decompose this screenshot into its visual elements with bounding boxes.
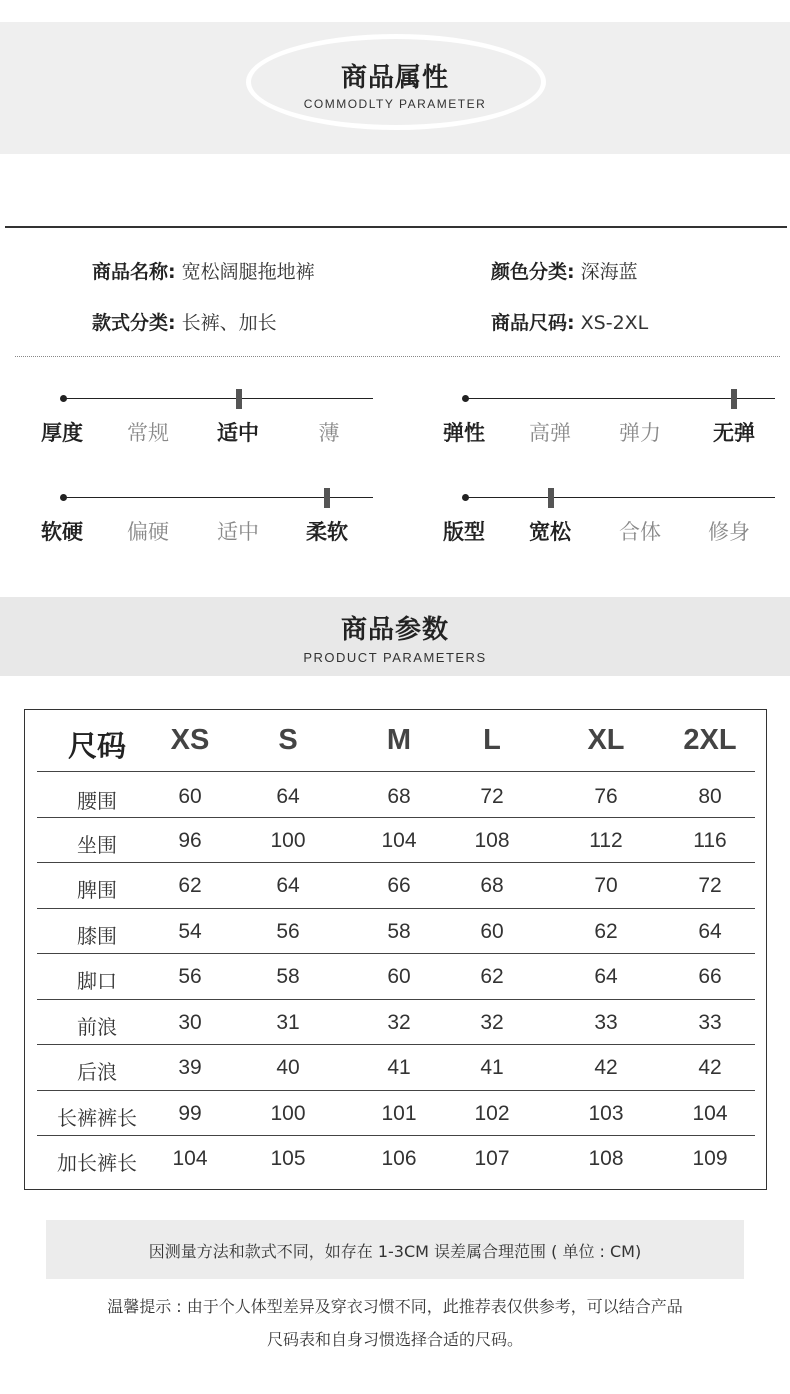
table-cell: 54 <box>178 920 202 943</box>
table-cell: 70 <box>594 874 618 897</box>
product-name-label: 商品名称: <box>92 261 176 283</box>
scale-category-label: 厚度 <box>41 421 83 445</box>
table-header-cell: XS <box>170 724 210 756</box>
table-cell: 100 <box>270 829 306 852</box>
scale-option: 高弹 <box>529 421 571 445</box>
table-cell: 72 <box>698 874 722 897</box>
measurement-note: 因测量方法和款式不同，如存在 1-3CM 误差属合理范围 ( 单位 : CM) <box>148 1242 642 1261</box>
product-size-value: XS-2XL <box>574 312 649 334</box>
scale-option: 薄 <box>318 421 340 445</box>
scale-option-selected: 宽松 <box>529 520 571 544</box>
table-header-row <box>37 724 755 772</box>
table-cell: 64 <box>594 965 618 988</box>
scale-elasticity <box>442 389 782 449</box>
table-cell: 107 <box>474 1147 510 1170</box>
scale-marker <box>324 488 330 508</box>
attributes-title: 商品属性 <box>340 63 449 93</box>
table-cell-label: 腰围 <box>77 789 117 813</box>
scale-option: 常规 <box>127 421 169 445</box>
table-cell-label: 前浪 <box>77 1015 117 1039</box>
table-cell: 112 <box>589 829 623 852</box>
table-cell: 60 <box>387 965 411 988</box>
table-cell-label: 加长裤长 <box>57 1151 137 1175</box>
table-header-cell: S <box>278 724 298 756</box>
scale-fit <box>442 488 782 548</box>
color-category-value: 深海蓝 <box>574 261 638 283</box>
table-cell: 60 <box>178 785 202 808</box>
table-cell: 33 <box>594 1011 618 1034</box>
dotted-divider <box>15 356 780 357</box>
scale-category-label: 弹性 <box>443 421 485 445</box>
table-header-cell: 尺码 <box>67 731 126 763</box>
measurement-note-box <box>46 1220 744 1279</box>
table-row <box>37 1000 755 1045</box>
table-cell: 41 <box>387 1056 411 1079</box>
table-cell: 32 <box>387 1011 411 1034</box>
table-cell: 58 <box>387 920 411 943</box>
table-cell: 108 <box>588 1147 624 1170</box>
table-row <box>37 1136 755 1182</box>
table-header-cell: L <box>483 724 501 756</box>
table-row <box>37 818 755 863</box>
table-row <box>37 863 755 909</box>
scale-marker <box>548 488 554 508</box>
table-cell: 72 <box>480 785 504 808</box>
table-header-cell: M <box>386 724 412 756</box>
table-cell: 68 <box>480 874 504 897</box>
table-cell: 60 <box>480 920 504 943</box>
table-cell-label: 膝围 <box>77 924 117 948</box>
table-cell: 102 <box>474 1102 510 1125</box>
scale-line <box>465 497 775 498</box>
scale-start-dot <box>462 494 469 501</box>
table-row <box>37 954 755 1000</box>
table-cell: 96 <box>178 829 202 852</box>
table-cell: 58 <box>276 965 300 988</box>
table-cell: 42 <box>594 1056 618 1079</box>
table-row <box>37 772 755 818</box>
tip-line-1: 温馨提示 : 由于个人体型差异及穿衣习惯不同，此推荐表仅供参考，可以结合产品 <box>107 1297 683 1316</box>
table-cell: 76 <box>594 785 618 808</box>
table-cell: 32 <box>480 1011 504 1034</box>
table-cell: 105 <box>270 1147 306 1170</box>
table-cell-label: 脚口 <box>77 969 117 993</box>
scale-start-dot <box>60 494 67 501</box>
table-cell: 103 <box>588 1102 624 1125</box>
tip-line-2: 尺码表和自身习惯选择合适的尺码。 <box>266 1330 523 1349</box>
table-cell: 108 <box>474 829 510 852</box>
table-header-cell: 2XL <box>683 724 737 756</box>
scale-marker <box>731 389 737 409</box>
table-header-cell: XL <box>587 724 625 756</box>
scale-line <box>63 398 373 399</box>
table-cell: 56 <box>276 920 300 943</box>
parameters-subtitle: PRODUCT PARAMETERS <box>303 650 487 665</box>
table-cell: 30 <box>178 1011 202 1034</box>
table-row <box>37 1091 755 1136</box>
scale-thickness <box>40 389 380 449</box>
table-cell: 62 <box>178 874 202 897</box>
table-cell: 64 <box>698 920 722 943</box>
scale-option-selected: 柔软 <box>306 520 348 544</box>
table-cell: 62 <box>480 965 504 988</box>
scale-category-label: 版型 <box>443 520 485 544</box>
scale-option-selected: 适中 <box>217 421 259 445</box>
table-cell: 100 <box>270 1102 306 1125</box>
scale-option: 修身 <box>708 520 750 544</box>
scale-start-dot <box>60 395 67 402</box>
table-cell: 66 <box>387 874 411 897</box>
scale-category-label: 软硬 <box>41 520 83 544</box>
table-cell-label: 后浪 <box>77 1060 117 1084</box>
table-cell: 80 <box>698 785 722 808</box>
table-cell: 99 <box>178 1102 202 1125</box>
style-category <box>92 308 277 335</box>
style-category-label: 款式分类: <box>92 312 176 334</box>
table-cell: 62 <box>594 920 618 943</box>
scale-option: 适中 <box>217 520 259 544</box>
table-cell: 106 <box>381 1147 417 1170</box>
attributes-subtitle: COMMODLTY PARAMETER <box>303 97 487 111</box>
scale-option: 弹力 <box>619 421 661 445</box>
table-cell: 56 <box>178 965 202 988</box>
style-category-value: 长裤、加长 <box>175 312 277 334</box>
table-row <box>37 1045 755 1091</box>
product-name <box>92 257 315 284</box>
table-cell-label: 长裤裤长 <box>57 1106 137 1130</box>
scale-start-dot <box>462 395 469 402</box>
table-cell: 33 <box>698 1011 722 1034</box>
size-table <box>24 709 767 1190</box>
table-cell: 64 <box>276 785 300 808</box>
table-cell: 66 <box>698 965 722 988</box>
product-name-value: 宽松阔腿拖地裤 <box>175 261 315 283</box>
scale-marker <box>236 389 242 409</box>
table-cell: 116 <box>693 829 727 852</box>
table-cell: 31 <box>276 1011 300 1034</box>
scale-option-selected: 无弹 <box>713 421 755 445</box>
divider <box>5 226 787 228</box>
table-cell: 40 <box>276 1056 300 1079</box>
scale-option: 偏硬 <box>127 520 169 544</box>
table-cell: 41 <box>480 1056 504 1079</box>
table-cell: 39 <box>178 1056 202 1079</box>
table-cell: 109 <box>692 1147 728 1170</box>
product-size <box>491 308 648 335</box>
table-cell: 104 <box>172 1147 208 1170</box>
table-cell-label: 脾围 <box>77 878 117 902</box>
scale-softness <box>40 488 380 548</box>
parameters-title: 商品参数 <box>340 615 449 645</box>
scale-option: 合体 <box>619 520 661 544</box>
table-cell: 104 <box>692 1102 728 1125</box>
table-row <box>37 909 755 954</box>
table-cell: 64 <box>276 874 300 897</box>
table-cell: 104 <box>381 829 417 852</box>
product-size-label: 商品尺码: <box>491 312 575 334</box>
table-cell: 42 <box>698 1056 722 1079</box>
table-cell: 68 <box>387 785 411 808</box>
table-cell: 101 <box>381 1102 417 1125</box>
color-category <box>491 257 638 284</box>
scale-line <box>465 398 775 399</box>
table-cell-label: 坐围 <box>77 833 117 857</box>
color-category-label: 颜色分类: <box>491 261 575 283</box>
